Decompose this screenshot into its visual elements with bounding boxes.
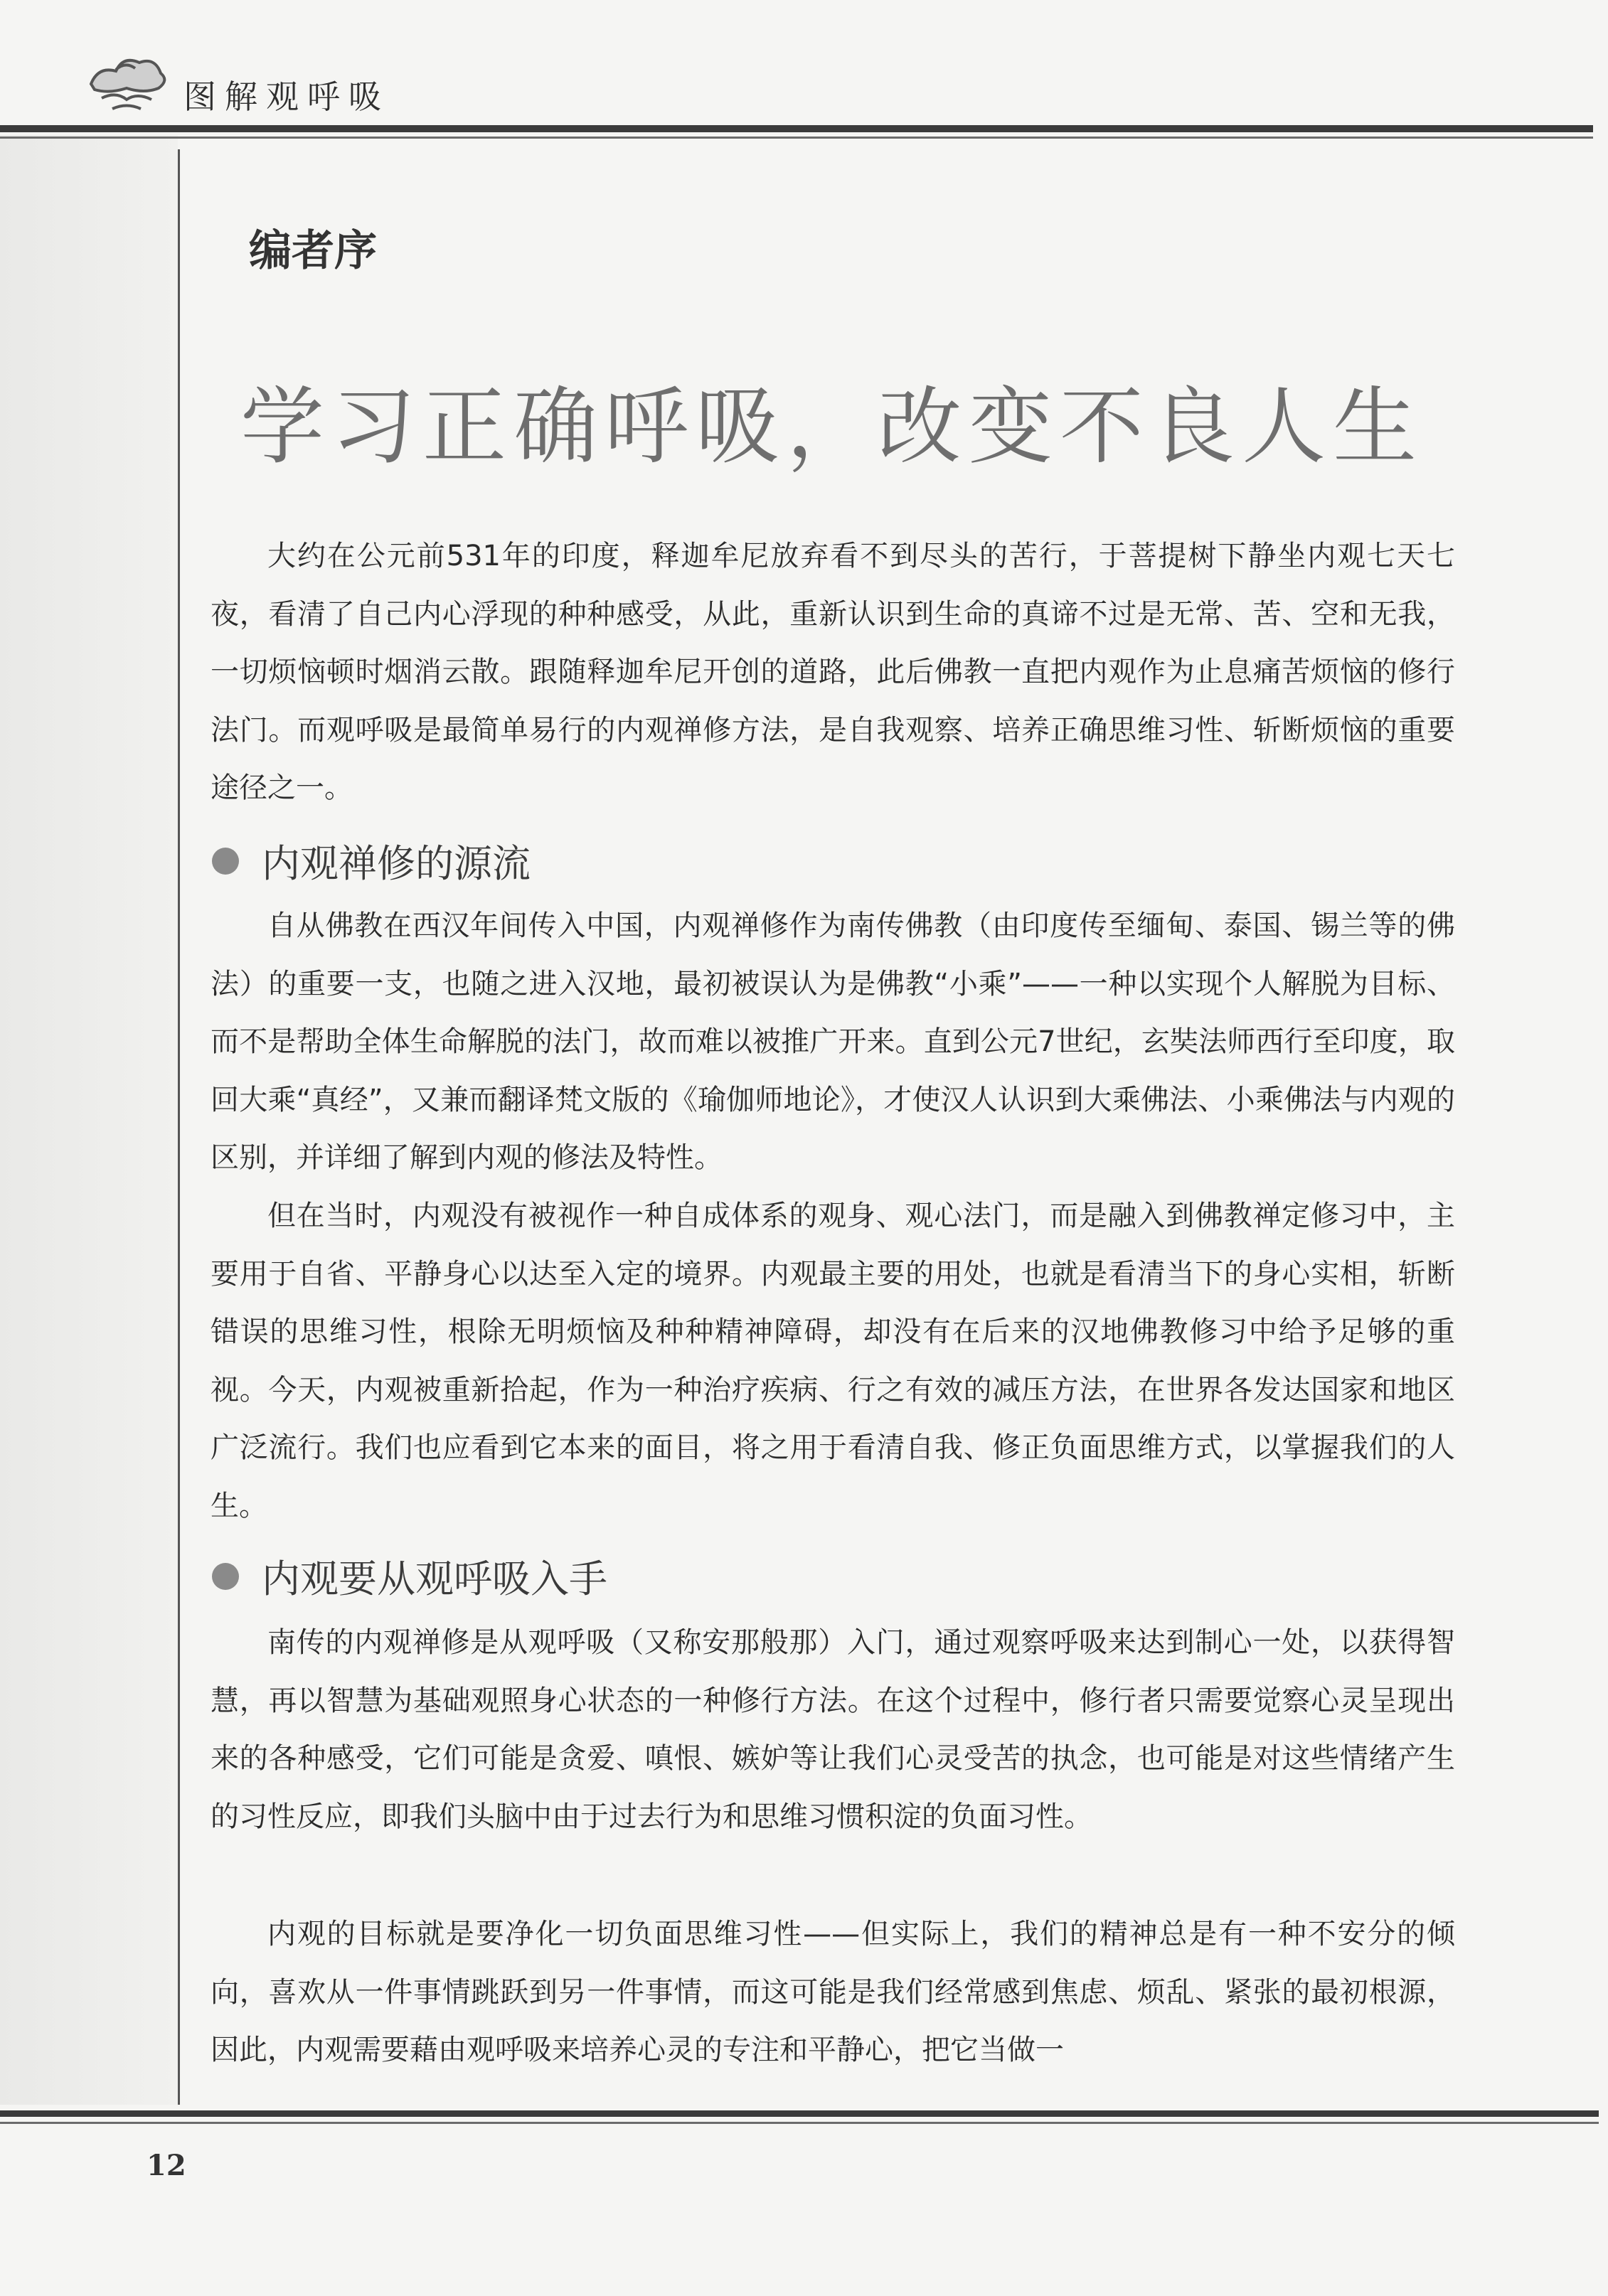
header-rule	[0, 125, 1593, 132]
cloud-ornament-icon	[84, 41, 169, 119]
intro-paragraph: 大约在公元前531年的印度，释迦牟尼放弃看不到尽头的苦行，于菩提树下静坐内观七天七夜，看清了自己内心浮现的种种感受，从此，重新认识到生命的真谛不过是无常、苦、空和无我，一切烦恼顿时烟消云散。跟随释迦牟尼开创的道路，此后佛教一直把内观作为止息痛苦烦恼的修行法门。而观呼吸是最简单易行的内观禅修方法，是自我观察、培养正确思维习性、斩断烦恼的重要途径之一。	[211, 540, 1455, 804]
page-header	[0, 0, 1608, 139]
body-paragraph: 内观的目标就是要净化一切负面思维习性——但实际上，我们的精神总是有一种不安分的倾向，喜欢从一件事情跳跃到另一件事情，而这可能是我们经常感到焦虑、烦乱、紧张的最初根源，因此，内观需要藉由观呼吸来培养心灵的专注和平静心，把它当做一	[211, 1918, 1455, 2066]
margin-rule	[178, 149, 180, 2105]
section-heading-text: 内观要从观呼吸入手	[262, 1557, 607, 1601]
section-heading-1	[212, 833, 531, 888]
section-heading-2	[212, 1549, 607, 1603]
section-label: 编者序	[249, 226, 377, 276]
body-paragraph: 南传的内观禅修是从观呼吸（又称安那般那）入门，通过观察呼吸来达到制心一处，以获得智慧，再以智慧为基础观照身心状态的一种修行方法。在这个过程中，修行者只需要觉察心灵呈现出来的各种感受，它们可能是贪爱、嗔恨、嫉妒等让我们心灵受苦的执念，也可能是对这些情绪产生的习性反应，即我们头脑中由于过去行为和思维习惯积淀的负面习性。	[211, 1626, 1455, 1833]
header-rule-thin	[0, 137, 1593, 139]
section-heading-text: 内观禅修的源流	[262, 841, 531, 886]
bullet-icon	[212, 1563, 239, 1590]
page-margin-shade	[0, 135, 178, 2105]
page-title: 学习正确呼吸，改变不良人生	[240, 378, 1424, 476]
footer-rule-thin	[0, 2122, 1599, 2124]
book-title: 图解观呼吸	[183, 78, 390, 116]
footer-rule	[0, 2110, 1599, 2117]
body-paragraph: 自从佛教在西汉年间传入中国，内观禅修作为南传佛教（由印度传至缅甸、泰国、锡兰等的佛法）的重要一支，也随之进入汉地，最初被误认为是佛教“小乘”——一种以实现个人解脱为目标、而不是帮助全体生命解脱的法门，故而难以被推广开来。直到公元7世纪，玄奘法师西行至印度，取回大乘“真经”，又兼而翻译梵文版的《瑜伽师地论》，才使汉人认识到大乘佛法、小乘佛法与内观的区别，并详细了解到内观的修法及特性。	[211, 909, 1455, 1174]
body-paragraph: 但在当时，内观没有被视作一种自成体系的观身、观心法门，而是融入到佛教禅定修习中，主要用于自省、平静身心以达至入定的境界。内观最主要的用处，也就是看清当下的身心实相，斩断错误的思维习性，根除无明烦恼及种种精神障碍，却没有在后来的汉地佛教修习中给予足够的重视。今天，内观被重新拾起，作为一种治疗疾病、行之有效的减压方法，在世界各发达国家和地区广泛流行。我们也应看到它本来的面目，将之用于看清自我、修正负面思维方式，以掌握我们的人生。	[211, 1200, 1455, 1522]
bullet-icon	[212, 848, 239, 875]
page-number: 12	[147, 2149, 186, 2182]
